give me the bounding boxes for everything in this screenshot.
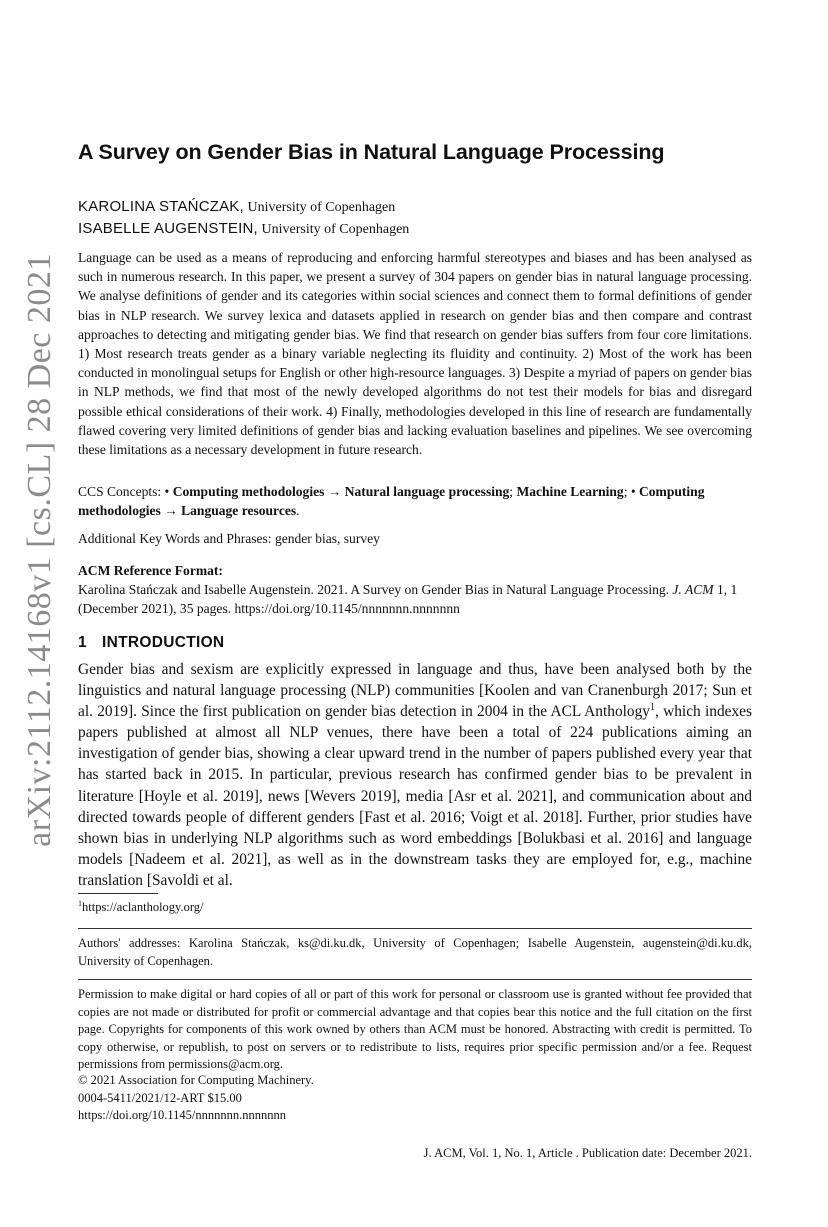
author-list xyxy=(78,196,752,240)
ccs-concept: Computing methodologies → Language resources xyxy=(78,484,705,519)
ccs-concepts xyxy=(78,482,752,520)
divider xyxy=(78,979,752,980)
arxiv-stamp xyxy=(10,240,70,860)
author-entry xyxy=(78,218,752,240)
footnote xyxy=(78,899,204,915)
section-number: 1 xyxy=(78,634,87,651)
arxiv-identifier: arXiv:2112.14168v1 [cs.CL] 28 Dec 2021 xyxy=(21,253,58,847)
intro-paragraph xyxy=(78,659,752,891)
ccs-concept: Machine Learning xyxy=(516,484,624,499)
abstract: Language can be used as a means of reproducing and enforcing harmful stereotypes and biases and has been analysed as such in numerous research. In this paper, we present a survey of 304 papers on gender bias in natural language processing. We analyse definitions of gender and its categories within social sciences and connect them to formal definitions of gender bias in NLP research. We survey lexica and datasets applied in research on gender bias and then compare and contrast approaches to detecting and mitigating gender bias. We find that research on gender bias suffers from four core limitations. 1) Most research treats gender as a binary variable neglecting its fluidity and continuity. 2) Most of the work has been conducted in monolingual setups for English or other high-resource languages. 3) Despite a myriad of papers on gender bias in NLP methods, we find that most of the newly developed algorithms do not test their models for bias and disregard possible ethical considerations of their work. 4) Finally, methodologies developed in this line of research are fundamentally flawed covering very limited definitions of gender bias and lacking evaluation baselines and pipelines. We see overcoming these limitations as a necessary development in future research. xyxy=(78,250,752,458)
ccs-end: . xyxy=(296,503,300,519)
author-name: KAROLINA STAŃCZAK, xyxy=(78,198,244,215)
acm-reference xyxy=(78,561,752,618)
footnote-link[interactable]: https://aclanthology.org/ xyxy=(82,900,204,915)
author-name: ISABELLE AUGENSTEIN, xyxy=(78,220,258,237)
author-entry xyxy=(78,196,752,218)
acm-reference-heading: ACM Reference Format: xyxy=(78,563,223,578)
footnote-mark: 1 xyxy=(650,702,655,714)
author-affiliation: University of Copenhagen xyxy=(261,222,410,237)
ccs-label: CCS Concepts: • xyxy=(78,484,170,499)
footnote-rule xyxy=(78,893,158,894)
issn-line: 0004-5411/2021/12-ART $15.00 xyxy=(78,1090,242,1105)
copyright-line: © 2021 Association for Computing Machinery. xyxy=(78,1073,314,1087)
divider xyxy=(78,928,752,929)
intro-text: , which indexes papers published at almost all NLP venues, there have been a total of 224 publications aiming an investigation of gender bias, showing a clear upward trend in the number of papers published every year that has started back in 2015. In particular, previous research has confirmed gender bias to be prevalent in literature [Hoyle et al. 2019], news [Wevers 2019], media [Asr et al. 2021], and communication about and directed towards people of different genders [Fast et al. 2016; Voigt et al. 2018]. Further, prior studies have shown bias in underlying NLP algorithms such as word embeddings [Bolukbasi et al. 2016] and language models [Nadeem et al. 2021], as well as in the downstream tasks they are employed for, e.g., machine translation [Savoldi et al. xyxy=(78,703,752,889)
keywords: Additional Key Words and Phrases: gender bias, survey xyxy=(78,531,380,546)
author-affiliation: University of Copenhagen xyxy=(247,200,396,215)
ccs-concept: Natural language processing xyxy=(344,484,510,499)
ccs-concept: Computing methodologies xyxy=(172,484,325,499)
author-addresses: Authors' addresses: Karolina Stańczak, ks@di.ku.dk, University of Copenhagen; Isabelle Augenstein, augenstein@di.ku.dk, University of Copenhagen. xyxy=(78,936,752,968)
intro-text: Gender bias and sexism are explicitly expressed in language and thus, have been analysed both by the linguistics and natural language processing (NLP) communities [Koolen and van Cranenburgh 2017; Sun et al. 2019]. Since the first publication on gender bias detection in 2004 in the ACL Anthology xyxy=(78,661,752,721)
journal-name: J. ACM xyxy=(672,582,714,597)
acm-reference-text xyxy=(78,580,752,618)
footnote-number: 1 xyxy=(78,899,82,908)
ccs-separator: ; • xyxy=(623,484,636,499)
ccs-separator: ; xyxy=(509,484,514,499)
reference-citation: Karolina Stańczak and Isabelle Augenstein. 2021. A Survey on Gender Bias in Natural Language Processing. xyxy=(78,582,670,597)
ccs-arrow: → xyxy=(327,484,342,499)
section-title: INTRODUCTION xyxy=(102,634,225,651)
doi-link[interactable]: https://doi.org/10.1145/nnnnnnn.nnnnnnn xyxy=(78,1108,286,1123)
journal-footer: J. ACM, Vol. 1, No. 1, Article . Publication date: December 2021. xyxy=(423,1146,752,1160)
paper-title: A Survey on Gender Bias in Natural Language Processing xyxy=(78,140,665,164)
section-heading xyxy=(78,634,224,652)
reference-details: 1, 1 (December 2021), 35 pages. https://doi.org/10.1145/nnnnnnn.nnnnnnn xyxy=(78,582,738,616)
permission-notice: Permission to make digital or hard copies of all or part of this work for personal or classroom use is granted without fee provided that copies are not made or distributed for profit or commercial advantage and that copies bear this notice and the full citation on the first page. Copyrights for components of this work owned by others than ACM must be honored. Abstracting with credit is permitted. To copy otherwise, or republish, to post on servers or to redistribute to lists, requires prior specific permission and/or a fee. Request permissions from permissions@acm.org. xyxy=(78,987,752,1072)
copyright-block xyxy=(78,1072,752,1125)
